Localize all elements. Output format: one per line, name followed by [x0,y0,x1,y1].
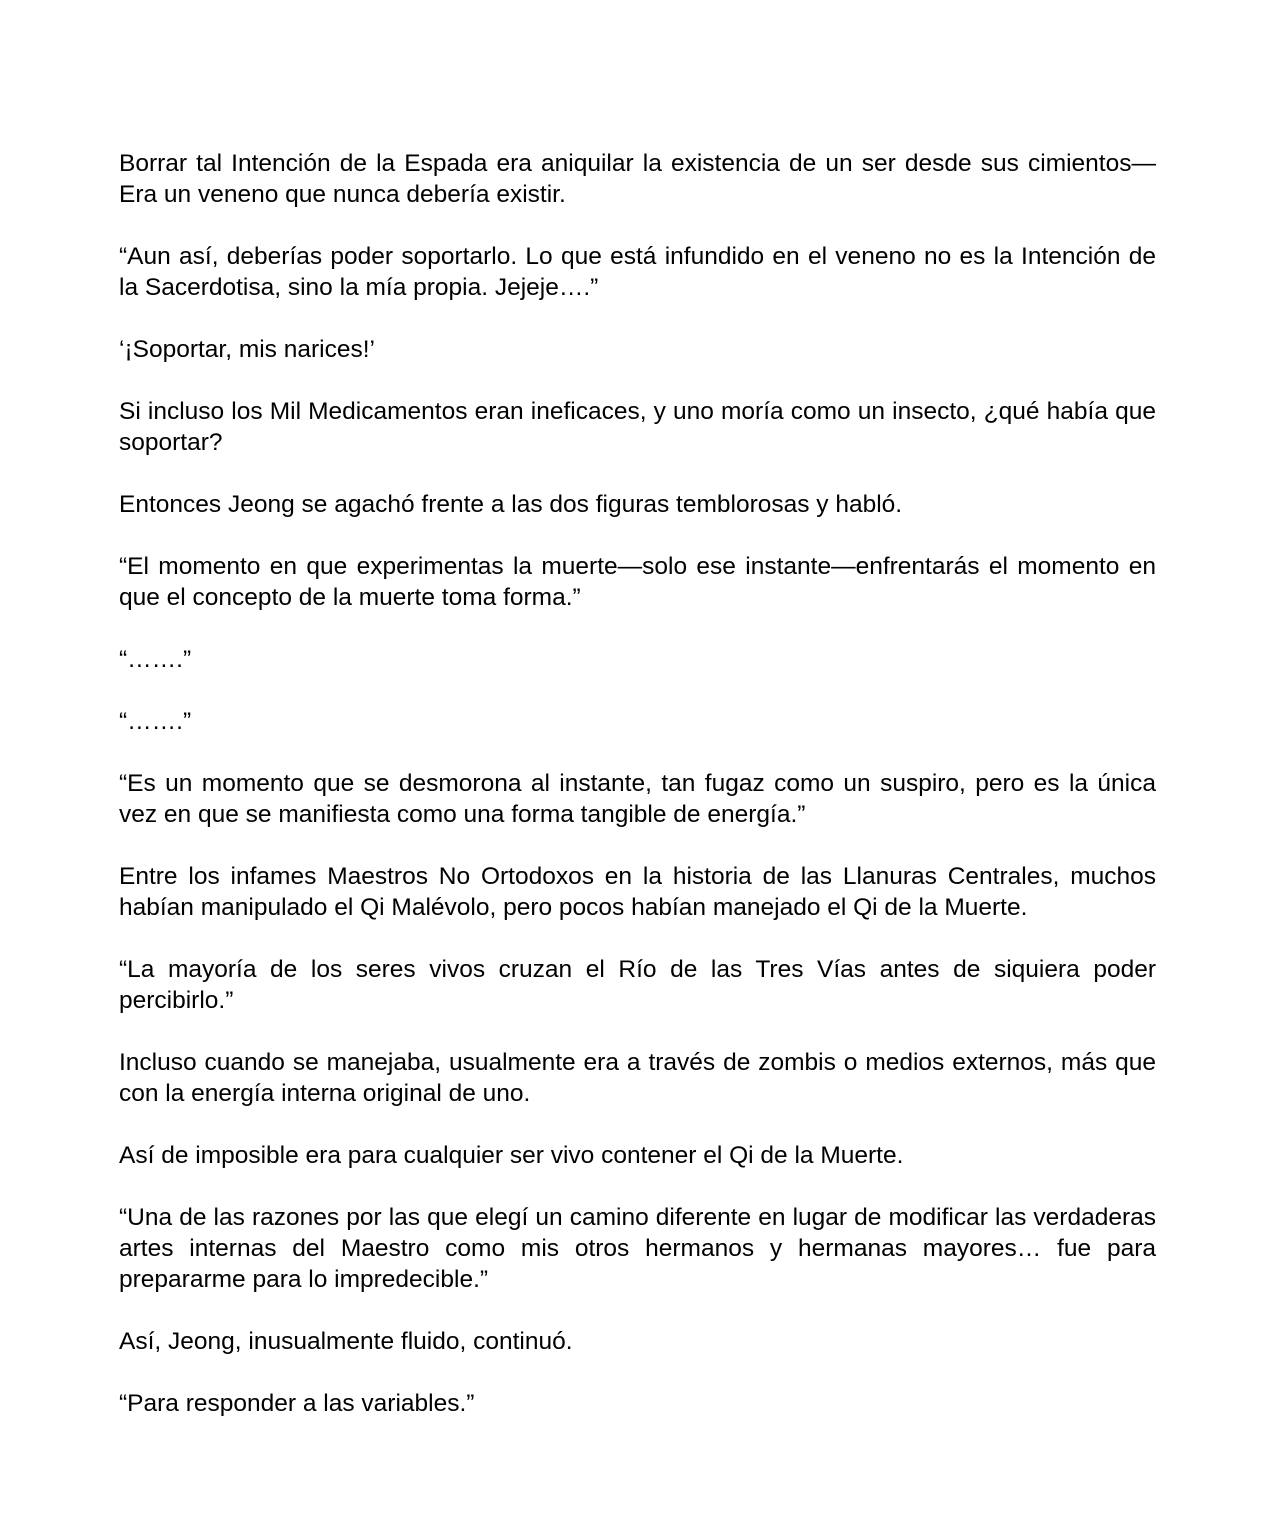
paragraph: Si incluso los Mil Medicamentos eran ineficaces, y uno moría como un insecto, ¿qué había que soportar? [119,398,1156,456]
paragraph: “El momento en que experimentas la muerte—solo ese instante—enfrentarás el momento en que el concepto de la muerte toma forma.” [119,553,1156,611]
body-text [119,148,1156,1419]
paragraph: “Para responder a las variables.” [119,1390,475,1417]
paragraph: “…….” [119,646,192,673]
paragraph: Así de imposible era para cualquier ser vivo contener el Qi de la Muerte. [119,1142,904,1169]
paragraph: “…….” [119,708,192,735]
paragraph: Borrar tal Intención de la Espada era aniquilar la existencia de un ser desde sus cimientos— Era un veneno que nunca debería existir. [119,150,1156,208]
paragraph: ‘¡Soportar, mis narices!’ [119,336,375,363]
paragraph: Entre los infames Maestros No Ortodoxos en la historia de las Llanuras Centrales, muchos habían manipulado el Qi Malévolo, pero pocos habían manejado el Qi de la Muerte. [119,863,1156,921]
paragraph: “Aun así, deberías poder soportarlo. Lo que está infundido en el veneno no es la Intención de la Sacerdotisa, sino la mía propia. Jejeje….” [119,243,1156,301]
paragraph: “Es un momento que se desmorona al instante, tan fugaz como un suspiro, pero es la única vez en que se manifiesta como una forma tangible de energía.” [119,770,1156,828]
paragraph: “Una de las razones por las que elegí un camino diferente en lugar de modificar las verdaderas artes internas del Maestro como mis otros hermanos y hermanas mayores… fue para prepararme para lo impredecible.” [119,1204,1156,1293]
paragraph: Así, Jeong, inusualmente fluido, continuó. [119,1328,573,1355]
paragraph: “La mayoría de los seres vivos cruzan el Río de las Tres Vías antes de siquiera poder percibirlo.” [119,956,1156,1014]
paragraph: Incluso cuando se manejaba, usualmente era a través de zombis o medios externos, más que con la energía interna original de uno. [119,1049,1156,1107]
paragraph: Entonces Jeong se agachó frente a las dos figuras temblorosas y habló. [119,491,903,518]
